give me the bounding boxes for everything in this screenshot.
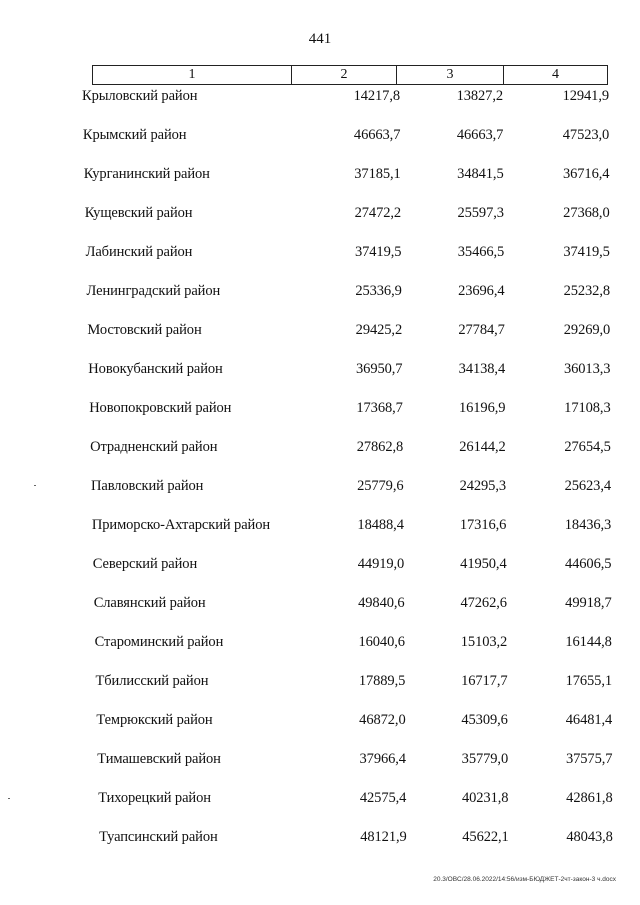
document-footer-code: 20.3/OBC/28.06.2022/14:56/изм-БЮДЖЕТ-2чт-закон-3 ч.docx [433, 876, 616, 883]
district-name: Новокубанский район [88, 361, 223, 377]
table-row [0, 595, 640, 615]
value-column-2: 25779,6 [357, 478, 404, 494]
value-column-4: 49918,7 [565, 595, 612, 611]
table-row [0, 361, 640, 381]
value-column-4: 37419,5 [563, 244, 610, 260]
table-row [0, 322, 640, 342]
district-name: Приморско-Ахтарский район [91, 517, 271, 533]
value-column-4: 17108,3 [564, 400, 611, 416]
page-number: 441 [308, 31, 332, 47]
district-name: Курганинский район [83, 166, 210, 182]
table-row [0, 127, 640, 147]
value-column-2: 27472,2 [354, 205, 402, 221]
district-name: Новопокровский район [89, 400, 232, 416]
table-row [0, 88, 640, 108]
value-column-2: 46872,0 [359, 712, 406, 728]
value-column-4: 48043,8 [566, 829, 613, 845]
value-column-2: 17368,7 [356, 400, 403, 416]
value-column-4: 27368,0 [563, 205, 610, 221]
value-column-3: 41950,4 [460, 556, 507, 572]
value-column-3: 25597,3 [457, 205, 504, 221]
value-column-3: 24295,3 [459, 478, 506, 494]
value-column-2: 44919,0 [357, 556, 405, 572]
table-row [0, 166, 640, 186]
district-name: Тбилисский район [95, 673, 209, 689]
value-column-4: 42861,8 [566, 790, 613, 806]
district-name: Ленинградский район [86, 283, 221, 299]
value-column-4: 44606,5 [564, 556, 612, 572]
value-column-4: 37575,7 [565, 751, 613, 767]
table-row [0, 205, 640, 225]
value-column-2: 18488,4 [357, 517, 404, 533]
district-name: Кущевский район [84, 205, 193, 221]
scan-speck [8, 798, 10, 799]
table-row [0, 829, 640, 849]
value-column-2: 14217,8 [353, 88, 400, 104]
table-row [0, 283, 640, 303]
district-name: Мостовский район [87, 322, 202, 338]
value-column-3: 13827,2 [456, 88, 503, 104]
district-name: Северский район [92, 556, 198, 572]
table-column-header [92, 65, 608, 85]
value-column-2: 46663,7 [353, 127, 401, 143]
table-row [0, 556, 640, 576]
district-name: Темрюкский район [96, 712, 213, 728]
district-name: Тихорецкий район [98, 790, 211, 806]
value-column-4: 47523,0 [562, 127, 610, 143]
table-row [0, 400, 640, 420]
value-column-3: 46663,7 [456, 127, 504, 143]
district-name: Тимашевский район [97, 751, 221, 767]
value-column-3: 34841,5 [457, 166, 504, 182]
value-column-2: 17889,5 [358, 673, 406, 689]
value-column-3: 15103,2 [460, 634, 508, 650]
value-column-2: 27862,8 [356, 439, 404, 455]
district-name: Отрадненский район [90, 439, 218, 455]
scan-speck [34, 485, 36, 486]
value-column-4: 17655,1 [565, 673, 612, 689]
district-name: Павловский район [91, 478, 204, 494]
column-header-4: 4 [552, 67, 559, 82]
value-column-3: 40231,8 [461, 790, 509, 806]
district-name: Староминский район [94, 634, 224, 650]
column-header-3: 3 [397, 66, 504, 84]
value-column-3: 16196,9 [458, 400, 506, 416]
value-column-2: 29425,2 [355, 322, 403, 338]
value-column-2: 42575,4 [359, 790, 407, 806]
value-column-4: 36013,3 [563, 361, 611, 377]
value-column-4: 12941,9 [562, 88, 609, 104]
value-column-4: 46481,4 [565, 712, 613, 728]
table-row [0, 439, 640, 459]
value-column-3: 45309,6 [461, 712, 508, 728]
value-column-3: 35466,5 [457, 244, 505, 260]
value-column-4: 25623,4 [564, 478, 611, 494]
value-column-3: 16717,7 [461, 673, 508, 689]
district-name: Туапсинский район [99, 829, 218, 845]
district-name: Крыловский район [82, 88, 198, 104]
table-row [0, 478, 640, 498]
value-column-4: 25232,8 [563, 283, 610, 299]
table-row [0, 634, 640, 654]
table-row [0, 751, 640, 771]
column-header-1: 1 [93, 66, 292, 84]
district-name: Славянский район [93, 595, 206, 611]
value-column-3: 34138,4 [458, 361, 506, 377]
value-column-4: 16144,8 [565, 634, 612, 650]
value-column-4: 29269,0 [563, 322, 611, 338]
value-column-4: 27654,5 [564, 439, 611, 455]
table-row [0, 790, 640, 810]
table-row [0, 517, 640, 537]
value-column-4: 36716,4 [562, 166, 610, 182]
value-column-2: 48121,9 [360, 829, 407, 845]
value-column-3: 23696,4 [458, 283, 505, 299]
district-name: Крымский район [82, 127, 187, 143]
value-column-2: 37419,5 [354, 244, 402, 260]
value-column-3: 27784,7 [458, 322, 505, 338]
value-column-2: 37966,4 [359, 751, 406, 767]
value-column-2: 16040,6 [358, 634, 405, 650]
value-column-2: 25336,9 [355, 283, 402, 299]
table-row [0, 712, 640, 732]
value-column-4: 18436,3 [564, 517, 612, 533]
value-column-3: 45622,1 [462, 829, 509, 845]
table-row [0, 673, 640, 693]
value-column-3: 26144,2 [459, 439, 506, 455]
table-row [0, 244, 640, 264]
district-name: Лабинский район [85, 244, 193, 260]
value-column-3: 17316,6 [459, 517, 507, 533]
value-column-3: 47262,6 [460, 595, 507, 611]
value-column-3: 35779,0 [461, 751, 509, 767]
value-column-2: 36950,7 [356, 361, 403, 377]
value-column-2: 49840,6 [358, 595, 405, 611]
value-column-2: 37185,1 [354, 166, 401, 182]
column-header-2: 2 [292, 66, 397, 84]
